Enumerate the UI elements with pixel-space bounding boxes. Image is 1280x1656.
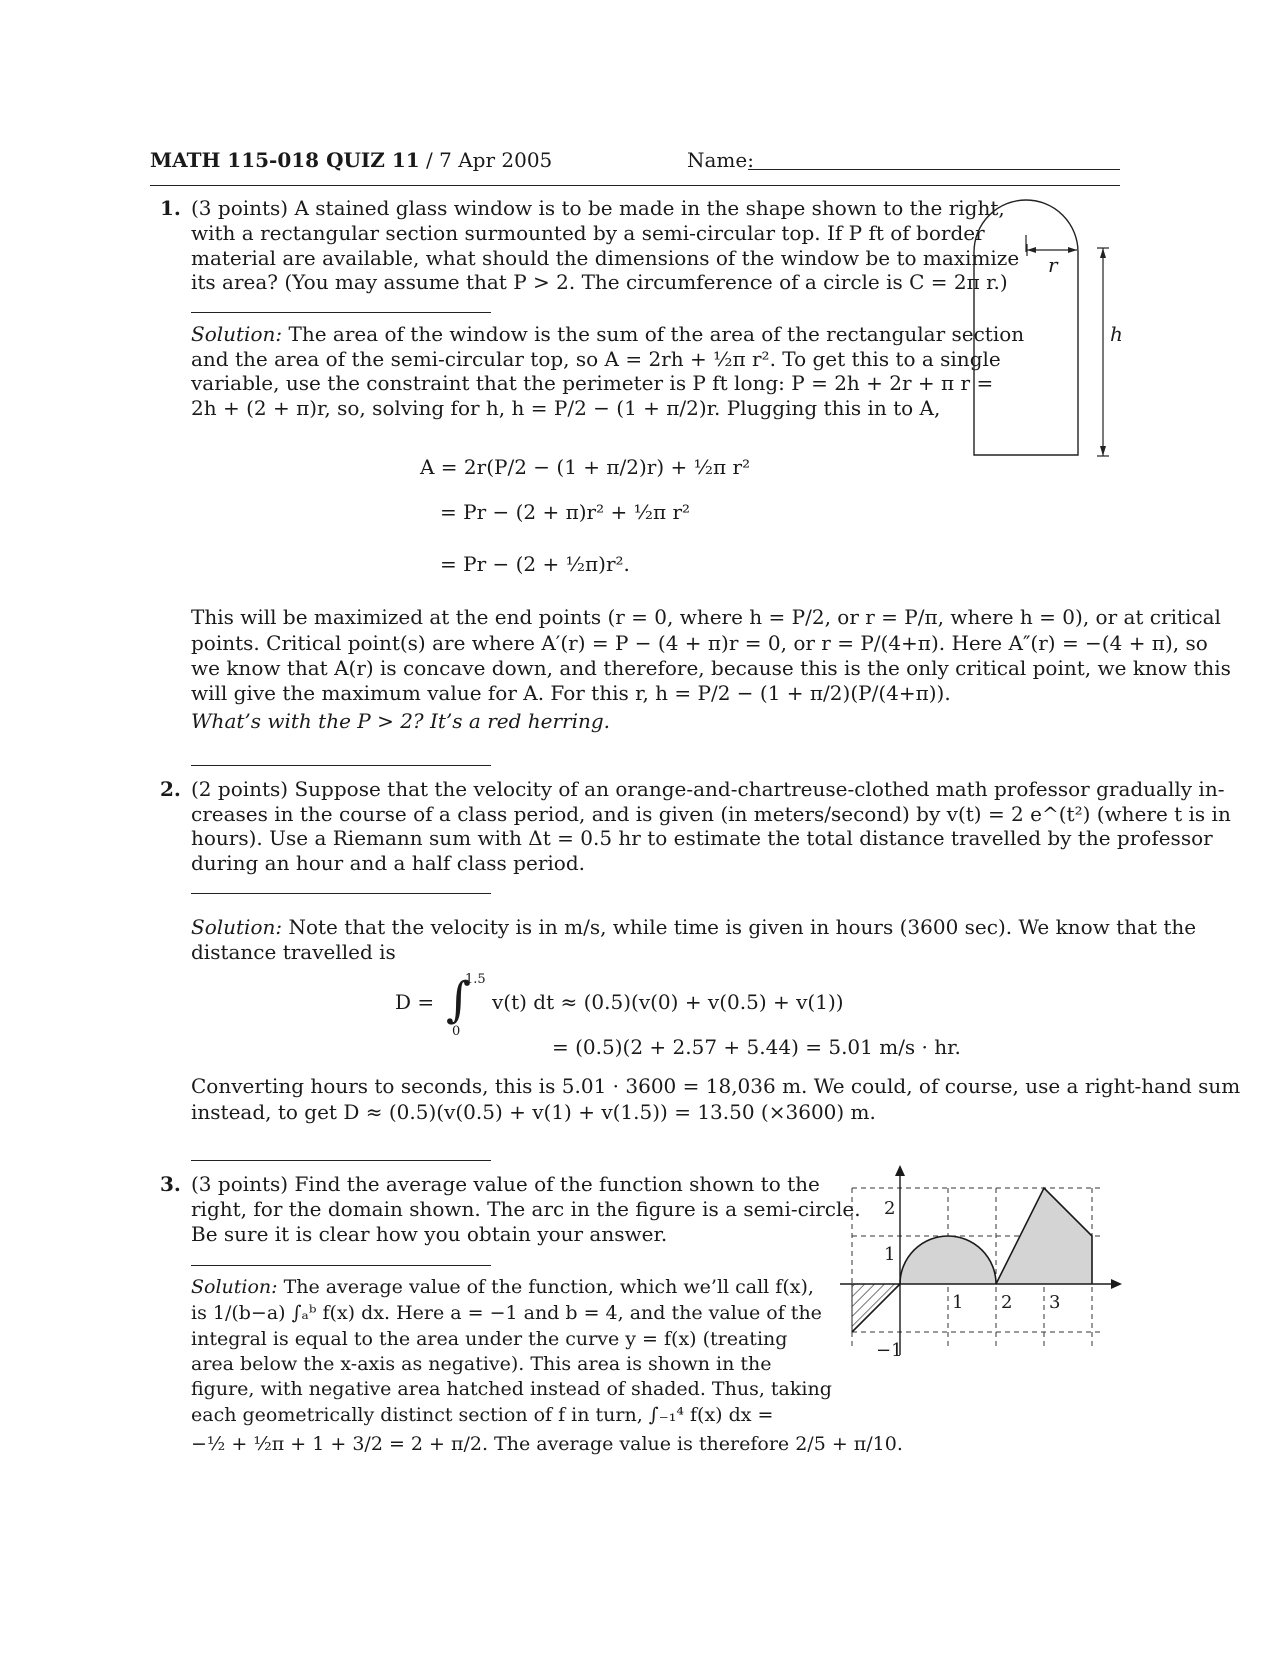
q1-solution-line-3: variable, use the constraint that the perimeter is P ft long: P = 2h + 2r + π r =	[191, 371, 994, 395]
q1-line-2: with a rectangular section surmounted by a semi-circular top. If P ft of border	[191, 221, 985, 245]
q1-after-line-1: This will be maximized at the end points (r = 0, where h = P/2, or r = P/π, where h = 0), or at critical	[191, 605, 1221, 629]
name-underline	[748, 169, 1120, 170]
q3-solution-line-7: −½ + ½π + 1 + 3/2 = 2 + π/2. The average value is therefore 2/5 + π/10.	[191, 1433, 903, 1455]
q2-line-3: hours). Use a Riemann sum with Δt = 0.5 hr to estimate the total distance travelled by the professor	[191, 826, 1213, 850]
q2-solution-line-1: Solution: Note that the velocity is in m/s, while time is given in hours (3600 sec). We know that the	[191, 915, 1197, 939]
x-tick-1: 1	[952, 1292, 964, 1313]
q1-solution-rule	[191, 312, 491, 313]
q2-equation-rhs-2: = (0.5)(2 + 2.57 + 5.44) = 5.01 m/s · hr.	[552, 1035, 961, 1059]
q1-solution-line-4: 2h + (2 + π)r, so, solving for h, h = P/2 − (1 + π/2)r. Plugging this in to A,	[191, 396, 941, 420]
integral-upper-limit: 1.5	[465, 972, 486, 987]
q3-line-2: right, for the domain shown. The arc in the figure is a semi-circle.	[191, 1197, 861, 1221]
q3-number: 3.	[160, 1172, 181, 1196]
q1-equation-2: = Pr − (2 + π)r² + ½π r²	[440, 500, 691, 524]
q2-after-line-2: instead, to get D ≈ (0.5)(v(0.5) + v(1) + v(1.5)) = 13.50 (×3600) m.	[191, 1100, 876, 1124]
name-label: Name:	[687, 148, 754, 172]
q1-solution-line-2: and the area of the semi-circular top, so A = 2rh + ½π r². To get this to a single	[191, 347, 1001, 371]
q2-separator-rule	[191, 765, 491, 766]
q3-solution-line-1: Solution: The average value of the function, which we’ll call f(x),	[191, 1276, 814, 1298]
q1-number: 1.	[160, 196, 181, 220]
q3-solution-line-2: is 1/(b−a) ∫ₐᵇ f(x) dx. Here a = −1 and b = 4, and the value of the	[191, 1302, 822, 1324]
header-rule	[150, 185, 1120, 186]
function-graph	[820, 1160, 1130, 1360]
q2-equation-rhs-1: v(t) dt ≈ (0.5)(v(0) + v(0.5) + v(1))	[492, 990, 844, 1014]
q1-remark: What’s with the P > 2? It’s a red herring.	[191, 709, 611, 733]
quiz-date: / 7 Apr 2005	[419, 148, 553, 172]
q1-after-line-3: we know that A(r) is concave down, and therefore, because this is the only critical point, we know this	[191, 656, 1231, 680]
q1-points: (3 points)	[191, 196, 289, 220]
q1-line-1: (3 points) A stained glass window is to be made in the shape shown to the right,	[191, 196, 1005, 220]
q2-number: 2.	[160, 777, 181, 801]
q3-line-3: Be sure it is clear how you obtain your answer.	[191, 1222, 668, 1246]
q1-equation-1: A = 2r(P/2 − (1 + π/2)r) + ½π r²	[420, 455, 751, 479]
y-tick-2: 2	[884, 1198, 896, 1219]
q1-after-line-4: will give the maximum value for A. For this r, h = P/2 − (1 + π/2)(P/(4+π)).	[191, 681, 951, 705]
q3-solution-line-6: each geometrically distinct section of f in turn, ∫₋₁⁴ f(x) dx =	[191, 1404, 774, 1426]
q2-solution-line-2: distance travelled is	[191, 940, 396, 964]
q2-line-2: creases in the course of a class period, and is given (in meters/second) by v(t) = 2 e^(t²) (where t is in	[191, 802, 1231, 826]
q2-equation-lhs: D =	[395, 990, 435, 1014]
triangle-area	[996, 1188, 1092, 1284]
y-tick-neg1: −1	[876, 1340, 903, 1360]
label-r: r	[1048, 253, 1058, 277]
q2-after-line-1: Converting hours to seconds, this is 5.01 · 3600 = 18,036 m. We could, of course, use a right-hand sum	[191, 1074, 1241, 1098]
q3-line-1: (3 points) Find the average value of the function shown to the	[191, 1172, 820, 1196]
y-tick-1: 1	[884, 1244, 896, 1265]
q3-separator-rule	[191, 1160, 491, 1161]
q3-solution-line-5: figure, with negative area hatched instead of shaded. Thus, taking	[191, 1378, 832, 1400]
q3-solution-rule	[191, 1265, 491, 1266]
q2-line-1: (2 points) Suppose that the velocity of an orange-and-chartreuse-clothed math professor gradually in-	[191, 777, 1225, 801]
semicircle-area	[900, 1236, 996, 1284]
integral-lower-limit: 0	[452, 1024, 461, 1039]
q1-after-line-2: points. Critical point(s) are where A′(r) = P − (4 + π)r = 0, or r = P/(4+π). Here A″(r) = −(4 + π), so	[191, 631, 1208, 655]
q3-solution-line-3: integral is equal to the area under the curve y = f(x) (treating	[191, 1328, 788, 1350]
quiz-title: MATH 115-018 QUIZ 11 / 7 Apr 2005	[150, 148, 553, 172]
x-tick-2: 2	[1001, 1292, 1013, 1313]
integral-sign: ∫	[446, 972, 472, 1028]
q1-equation-3: = Pr − (2 + ½π)r².	[440, 552, 630, 576]
q1-line-3: material are available, what should the dimensions of the window be to maximize	[191, 246, 1020, 270]
q1-line-4: its area? (You may assume that P > 2. The circumference of a circle is C = 2π r.)	[191, 270, 1008, 294]
window-figure	[960, 190, 1130, 465]
q3-solution-line-4: area below the x-axis as negative). This area is shown in the	[191, 1353, 772, 1375]
q2-points: (2 points)	[191, 777, 289, 801]
q3-points: (3 points)	[191, 1172, 289, 1196]
q1-solution-line-1: Solution: The area of the window is the sum of the area of the rectangular section	[191, 322, 1025, 346]
x-tick-3: 3	[1049, 1292, 1061, 1313]
q2-solution-rule	[191, 893, 491, 894]
q2-line-4: during an hour and a half class period.	[191, 851, 585, 875]
label-h: h	[1110, 322, 1123, 346]
